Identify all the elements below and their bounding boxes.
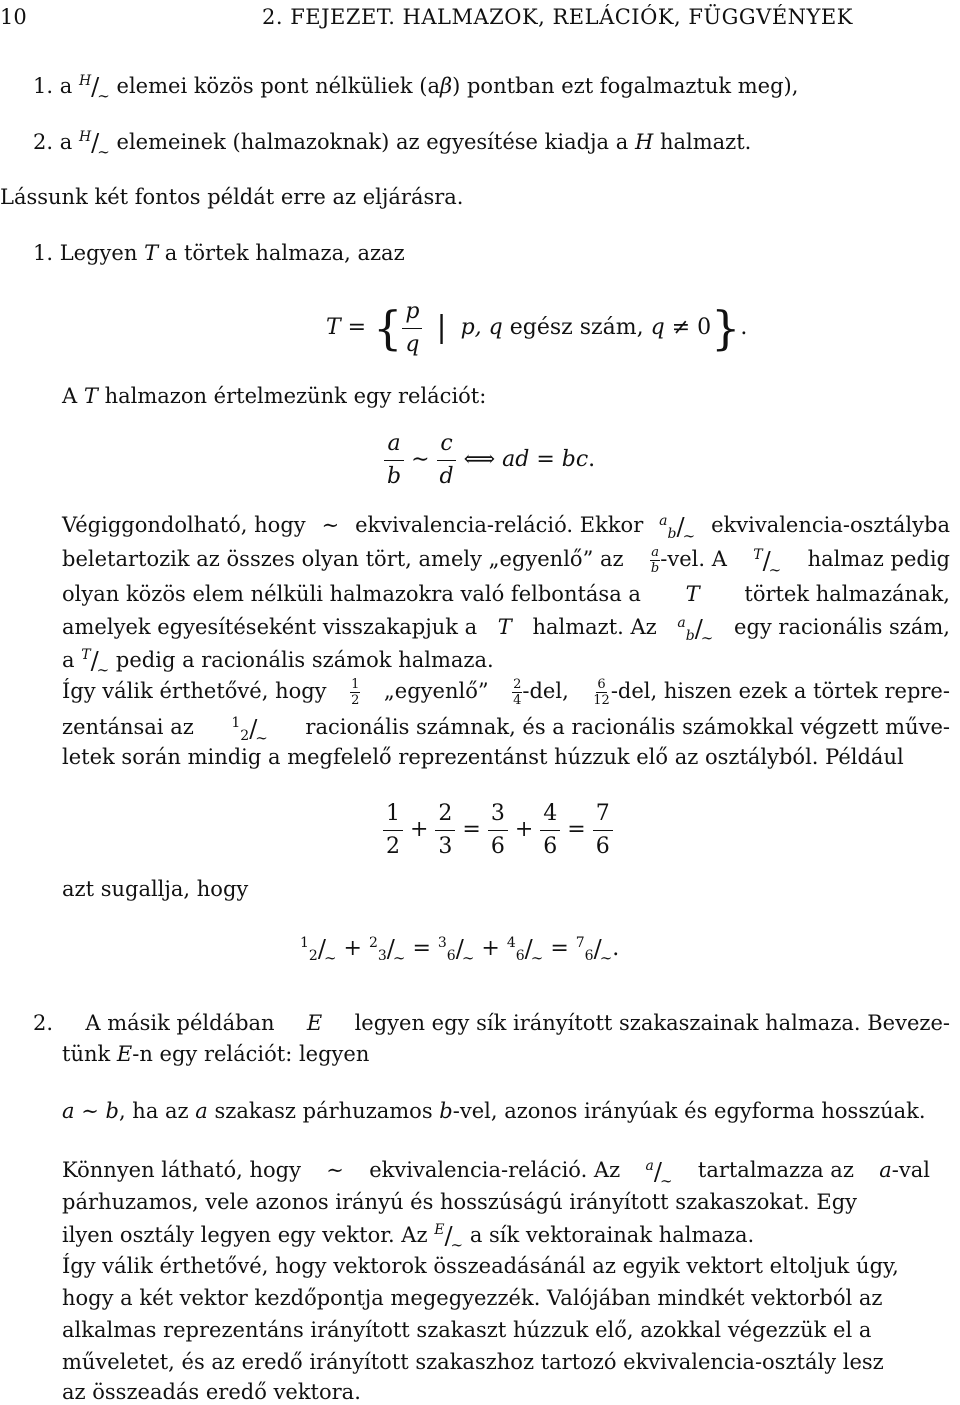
para1-line5: a $^T$/∼ pedig a racionális számok halmaza. <box>62 647 494 679</box>
para1-line4: amelyek egyesítéseként visszakapjuk a T halmazt. Az $^a_b$/∼ egy racionális szám, <box>62 615 950 647</box>
example2-line1: 2. A másik példában E legyen egy sík irányított szakaszainak halmaza. Beveze- <box>33 1011 950 1035</box>
para4-line3: alkalmas reprezentáns irányított szakaszt húzzuk elő, azokkal végezzük el a <box>62 1318 872 1342</box>
chapter-title: 2. FEJEZET. HALMAZOK, RELÁCIÓK, FÜGGVÉNYEK <box>262 5 853 29</box>
set-definition: T = { $\frac{p}{q}$ | p, q egész szám, q ≠ 0}. <box>326 299 748 357</box>
suggest-text: azt sugallja, hogy <box>62 877 249 901</box>
para1-line1: Végiggondolható, hogy ∼ ekvivalencia-reláció. Ekkor $^a_b$/∼ ekvivalencia-osztályba <box>62 513 950 545</box>
condition-1: 1. a $^H$/∼ elemei közös pont nélküliek (aβ) pontban ezt fogalmaztuk meg), <box>33 73 799 105</box>
condition-2: 2. a $^H$/∼ elemeinek (halmazoknak) az egyesítése kiadja a H halmazt. <box>33 129 752 161</box>
para4-line2: hogy a két vektor kezdőpontja megegyezzék. Valójában mindkét vektorból az <box>62 1286 883 1310</box>
para4-line5: az összeadás eredő vektora. <box>62 1380 361 1404</box>
para2-line3: letek során mindig a megfelelő reprezentánst húzzuk elő az osztályból. Például <box>62 745 904 769</box>
para1-line3: olyan közös elem nélküli halmazokra való felbontása a T törtek halmazának, <box>62 582 950 606</box>
para1-line2: beletartozik az összes olyan tört, amely „egyenlő” az $\frac{a}{b}$ -vel. A $^T$/∼ halmaz pedig <box>62 545 950 579</box>
relation-lead: A T halmazon értelmezünk egy relációt: <box>62 384 487 408</box>
example1-lead: 1. Legyen T a törtek halmaza, azaz <box>33 241 405 265</box>
para3-line2: párhuzamos, vele azonos irányú és hosszúságú irányított szakaszokat. Egy <box>62 1190 858 1214</box>
para4-line4: műveletet, és az eredő irányított szakaszhoz tartozó ekvivalencia-osztály lesz <box>62 1350 884 1374</box>
intro-text: Lássunk két fontos példát erre az eljárásra. <box>0 185 464 209</box>
para3-line3: ilyen osztály legyen egy vektor. Az $^E$/∼ a sík vektorainak halmaza. <box>62 1222 755 1254</box>
fraction-sum: $\frac{1}{2}$ + $\frac{2}{3}$ = $\frac{3}{6}$ + $\frac{4}{6}$ = $\frac{7}{6}$ <box>383 790 613 870</box>
para2-line2: zentánsai az $^1_2$/∼ racionális számnak, és a racionális számokkal végzett műve- <box>62 715 950 747</box>
page-number: 10 <box>0 5 27 29</box>
para4-line1: Így válik érthetővé, hogy vektorok összeadásánál az egyik vektort eltoljuk úgy, <box>62 1254 899 1278</box>
para2-line1: Így válik érthetővé, hogy 1 2 „egyenlő” $\frac{2}{4}$ -del, $\frac{6}{12}$ -del, hiszen ezek a törtek repre- <box>62 677 950 708</box>
example2-line2: tünk E-n egy relációt: legyen <box>62 1042 370 1066</box>
vector-relation: a ∼ b, ha az a szakasz párhuzamos b-vel, azonos irányúak és egyforma hosszúak. <box>62 1099 926 1123</box>
para3-line1: Könnyen látható, hogy ∼ ekvivalencia-reláció. Az $^a$/∼ tartalmazza az a-val <box>62 1158 930 1190</box>
class-sum: $^1_2$/∼ + $^2_3$/∼ = $^3_6$/∼ + $^4_6$/∼ = $^7_6$/∼. <box>300 935 620 967</box>
relation-definition: $\frac{a}{b}$ ∼ $\frac{c}{d}$ ⟺ ad = bc. <box>384 424 595 496</box>
